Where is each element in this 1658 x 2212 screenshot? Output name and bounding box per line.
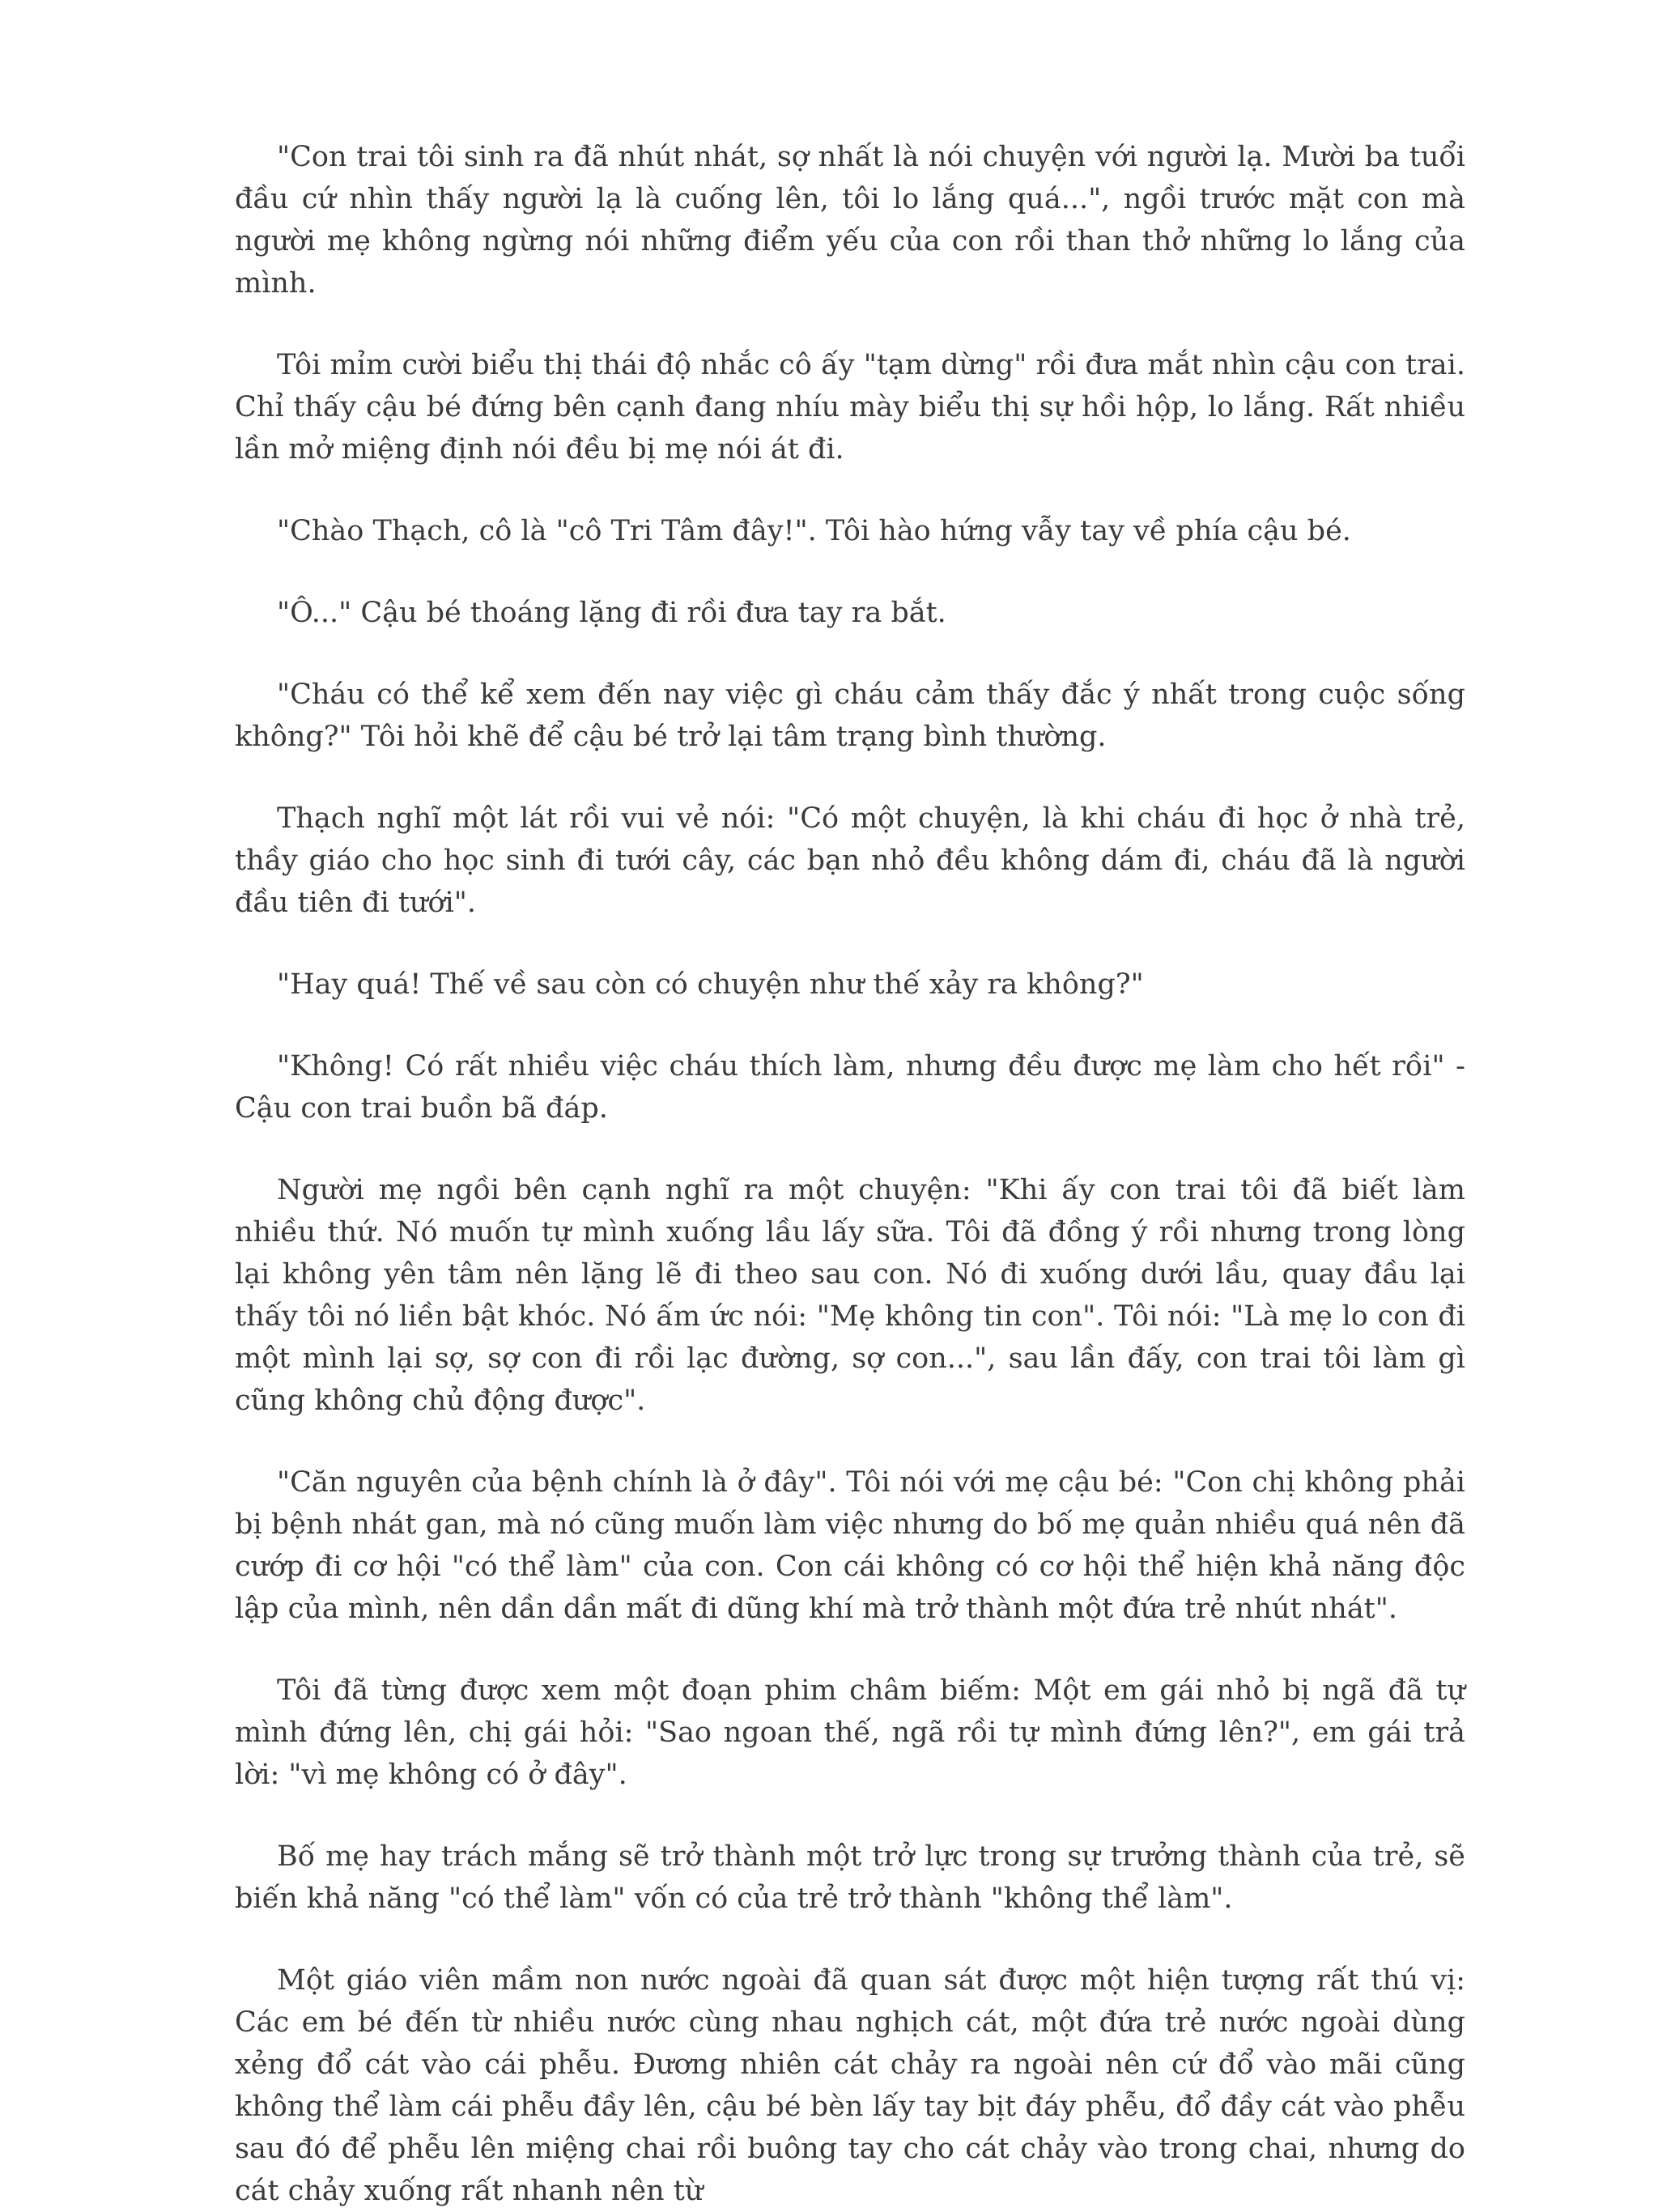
paragraph: "Ô..." Cậu bé thoáng lặng đi rồi đưa tay ra bắt. [277,597,946,629]
paragraph: Tôi đã từng được xem một đoạn phim châm biếm: Một em gái nhỏ bị ngã đã tự mình đứng lên, chị gái hỏi: "Sao ngoan thế, ngã rồi tự mình đứng lên?", em gái trả lời: "vì mẹ không có ở đây". [235,1674,1465,1791]
paragraph: "Căn nguyên của bệnh chính là ở đây". Tôi nói với mẹ cậu bé: "Con chị không phải bị bệnh nhát gan, mà nó cũng muốn làm việc nhưng do bố mẹ quản nhiều quá nên đã cướp đi cơ hội "có thể làm" của con. Con cái không có cơ hội thể hiện khả năng độc lập của mình, nên dần dần mất đi dũng khí mà trở thành một đứa trẻ nhút nhát". [235,1466,1465,1625]
paragraph: "Không! Có rất nhiều việc cháu thích làm, nhưng đều được mẹ làm cho hết rồi" - Cậu con trai buồn bã đáp. [235,1050,1465,1125]
paragraph: Một giáo viên mầm non nước ngoài đã quan sát được một hiện tượng rất thú vị: Các em bé đến từ nhiều nước cùng nhau nghịch cát, một đứa trẻ nước ngoài dùng xẻng đổ cát vào cái phễu. Đương nhiên cát chảy ra ngoài nên cứ đổ vào mãi cũng không thể làm cái phễu đầy lên, cậu bé bèn lấy tay bịt đáy phễu, đổ đầy cát vào phễu sau đó để phễu lên miệng chai rồi buông tay cho cát chảy vào trong chai, nhưng do cát chảy xuống rất nhanh nên từ [235,1964,1465,2207]
paragraph: Thạch nghĩ một lát rồi vui vẻ nói: "Có một chuyện, là khi cháu đi học ở nhà trẻ, thầy giáo cho học sinh đi tưới cây, các bạn nhỏ đều không dám đi, cháu đã là người đầu tiên đi tưới". [235,802,1465,919]
paragraph: "Chào Thạch, cô là "cô Tri Tâm đây!". Tôi hào hứng vẫy tay về phía cậu bé. [277,515,1351,547]
paragraph: "Cháu có thể kể xem đến nay việc gì cháu cảm thấy đắc ý nhất trong cuộc sống không?" Tôi hỏi khẽ để cậu bé trở lại tâm trạng bình thường. [235,678,1465,753]
body-text [235,136,1465,2212]
paragraph: Tôi mỉm cười biểu thị thái độ nhắc cô ấy "tạm dừng" rồi đưa mắt nhìn cậu con trai. Chỉ thấy cậu bé đứng bên cạnh đang nhíu mày biểu thị sự hồi hộp, lo lắng. Rất nhiều lần mở miệng định nói đều bị mẹ nói át đi. [235,349,1465,466]
paragraph: "Hay quá! Thế về sau còn có chuyện như thế xảy ra không?" [277,968,1144,1001]
paragraph: Người mẹ ngồi bên cạnh nghĩ ra một chuyện: "Khi ấy con trai tôi đã biết làm nhiều thứ. Nó muốn tự mình xuống lầu lấy sữa. Tôi đã đồng ý rồi nhưng trong lòng lại không yên tâm nên lặng lẽ đi theo sau con. Nó đi xuống dưới lầu, quay đầu lại thấy tôi nó liền bật khóc. Nó ấm ức nói: "Mẹ không tin con". Tôi nói: "Là mẹ lo con đi một mình lại sợ, sợ con đi rồi lạc đường, sợ con...", sau lần đấy, con trai tôi làm gì cũng không chủ động được". [235,1174,1465,1417]
paragraph: Bố mẹ hay trách mắng sẽ trở thành một trở lực trong sự trưởng thành của trẻ, sẽ biến khả năng "có thể làm" vốn có của trẻ trở thành "không thể làm". [235,1840,1465,1915]
paragraph: "Con trai tôi sinh ra đã nhút nhát, sợ nhất là nói chuyện với người lạ. Mười ba tuổi đầu cứ nhìn thấy người lạ là cuống lên, tôi lo lắng quá...", ngồi trước mặt con mà người mẹ không ngừng nói những điểm yếu của con rồi than thở những lo lắng của mình. [235,141,1465,300]
